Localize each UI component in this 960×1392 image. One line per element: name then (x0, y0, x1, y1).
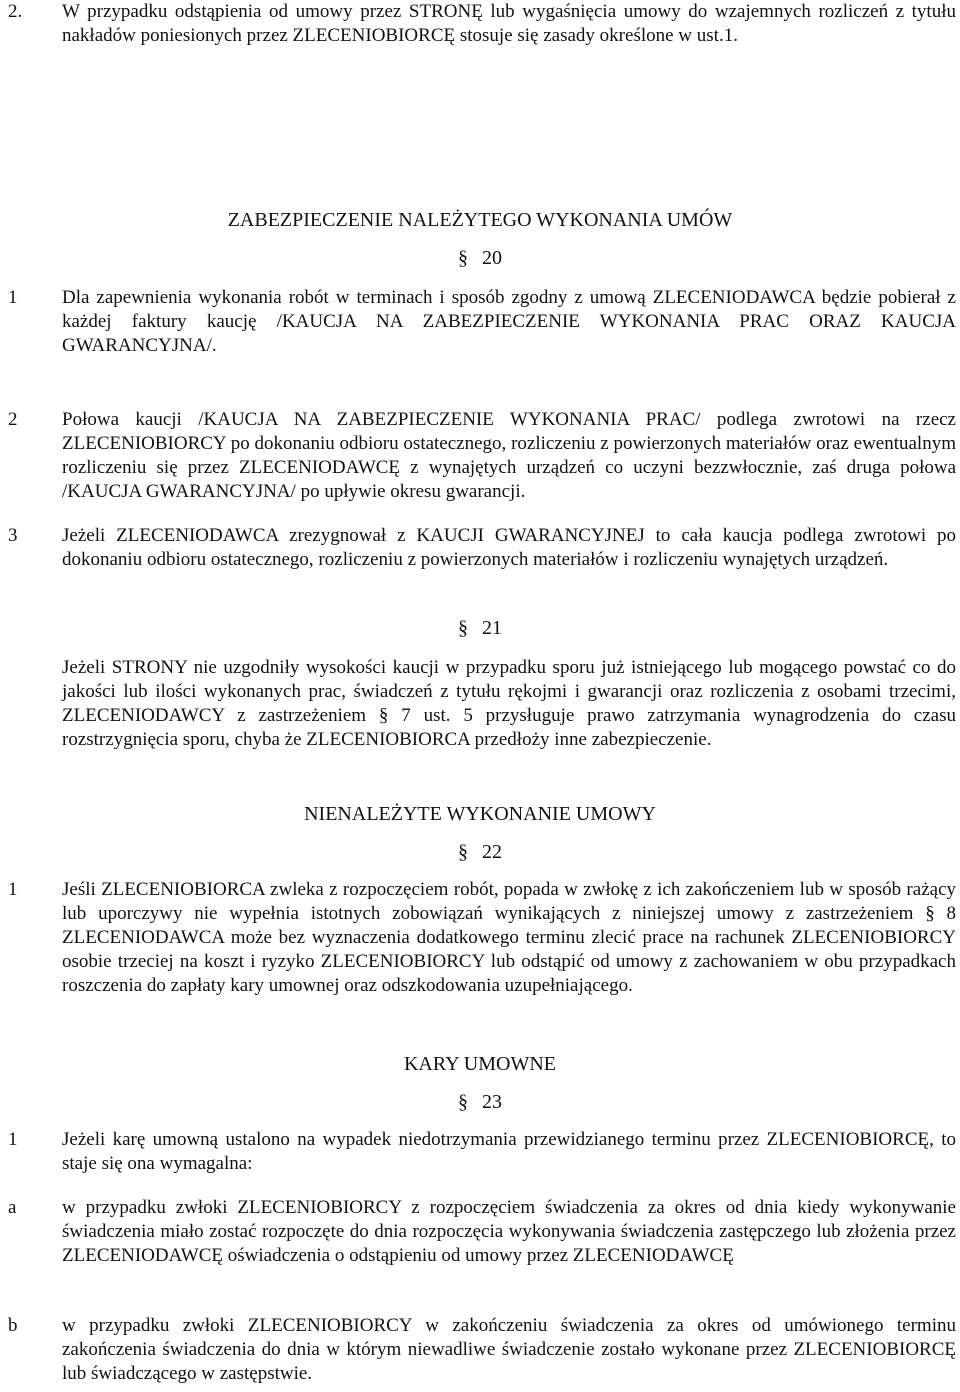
section-symbol: § (458, 841, 468, 863)
section-number: 22 (482, 841, 502, 863)
section-20-label (0, 244, 960, 272)
paragraph-text: w przypadku zwłoki ZLECENIOBIORCY w zakończeniu świadczenia za okres od umówionego terminu zakończenia świadczenia do dnia w którym niewadliwe świadczenie zostało wykonane przez ZLECENIOBIORCĘ lub świadczącego w zastępstwie. (62, 1315, 956, 1384)
paragraph-2-withdrawal (8, 0, 956, 48)
paragraph-number: 2 (8, 409, 18, 430)
paragraph-20-2 (8, 408, 956, 504)
heading-improper-performance: NIENALEŻYTE WYKONANIE UMOWY (304, 803, 656, 825)
heading-performance-security: ZABEZPIECZENIE NALEŻYTEGO WYKONANIA UMÓW (227, 209, 733, 231)
section-21-label (0, 614, 960, 642)
paragraph-number: 2. (8, 1, 23, 22)
paragraph-number: 1 (8, 879, 18, 900)
paragraph-21 (8, 656, 956, 752)
paragraph-20-1 (8, 286, 956, 358)
section-number: 23 (482, 1091, 502, 1113)
paragraph-number: 1 (8, 1129, 18, 1150)
section-symbol: § (458, 1091, 468, 1113)
paragraph-text: Dla zapewnienia wykonania robót w terminach i sposób zgodny z umową ZLECENIODAWCA będzie pobierał z każdej faktury kaucję /KAUCJA NA ZABEZPIECZENIE WYKONANIA PRAC ORAZ KAUCJA GWARANCYJNA/. (62, 287, 956, 356)
paragraph-text: Jeśli ZLECENIOBIORCA zwleka z rozpoczęciem robót, popada w zwłokę z ich zakończeniem lub w sposób rażący lub uporczywy nie wypełnia istotnych zobowiązań wynikających z niniejszej umowy z zastrzeżeniem § 8 ZLECENIODAWCA może bez wyznaczenia dodatkowego terminu zlecić prace na rachunek ZLECENIOBIORCY osobie trzeciej na koszt i ryzyko ZLECENIOBIORCY lub odstąpić od umowy z zachowaniem w obu przypadkach roszczenia do zapłaty kary umownej oraz odszkodowania uzupełniającego. (62, 879, 956, 996)
paragraph-letter: b (8, 1315, 18, 1336)
paragraph-letter: a (8, 1197, 17, 1218)
paragraph-23-b (8, 1314, 956, 1386)
section-22-label (0, 838, 960, 866)
paragraph-text: Jeżeli ZLECENIODAWCA zrezygnował z KAUCJI GWARANCYJNEJ to cała kaucja podlega zwrotowi po dokonaniu odbioru ostatecznego, rozliczeniu z powierzonych materiałów i rozliczeniu wynajętych urządzeń. (62, 525, 956, 570)
section-number: 20 (482, 247, 502, 269)
paragraph-text: Połowa kaucji /KAUCJA NA ZABEZPIECZENIE WYKONANIA PRAC/ podlega zwrotowi na rzecz ZLECENIOBIORCY po dokonaniu odbioru ostatecznego, rozliczeniu z powierzonych materiałów oraz ewentualnym rozliczeniu się przez ZLECENIODAWCĘ z wynajętych urządzeń co uczyni bezzwłocznie, zaś druga połowa /KAUCJA GWARANCYJNA/ po upływie okresu gwarancji. (62, 409, 956, 502)
paragraph-20-3 (8, 524, 956, 572)
paragraph-number: 1 (8, 287, 18, 308)
paragraph-number (8, 656, 62, 752)
section-23-label (0, 1088, 960, 1116)
paragraph-23-1 (8, 1128, 956, 1176)
section-number: 21 (482, 617, 502, 639)
paragraph-text: w przypadku zwłoki ZLECENIOBIORCY z rozpoczęciem świadczenia za okres od dnia kiedy wykonywanie świadczenia miało zostać rozpoczęte do dnia rozpoczęcia wykonywania świadczenia zastępczego lub złożenia przez ZLECENIODAWCĘ oświadczenia o odstąpieniu od umowy przez ZLECENIODAWCĘ (62, 1197, 956, 1266)
paragraph-text: Jeżeli karę umowną ustalono na wypadek niedotrzymania przewidzianego terminu przez ZLECENIOBIORCĘ, to staje się ona wymagalna: (62, 1129, 956, 1174)
section-symbol: § (458, 617, 468, 639)
paragraph-text: W przypadku odstąpienia od umowy przez STRONĘ lub wygaśnięcia umowy do wzajemnych rozliczeń z tytułu nakładów poniesionych przez ZLECENIOBIORCĘ stosuje się zasady określone w ust.1. (62, 1, 956, 46)
paragraph-text: Jeżeli STRONY nie uzgodniły wysokości kaucji w przypadku sporu już istniejącego lub mogącego powstać co do jakości lub ilości wykonanych prac, świadczeń z tytułu rękojmi i gwarancji oraz rozliczenia z osobami trzecimi, ZLECENIODAWCY z zastrzeżeniem § 7 ust. 5 przysługuje prawo zatrzymania wynagrodzenia do czasu rozstrzygnięcia sporu, chyba że ZLECENIOBIORCA przedłoży inne zabezpieczenie. (62, 657, 956, 750)
heading-contractual-penalties: KARY UMOWNE (403, 1053, 557, 1075)
paragraph-number: 3 (8, 525, 18, 546)
section-symbol: § (458, 247, 468, 269)
paragraph-23-a (8, 1196, 956, 1268)
paragraph-22-1 (8, 878, 956, 998)
